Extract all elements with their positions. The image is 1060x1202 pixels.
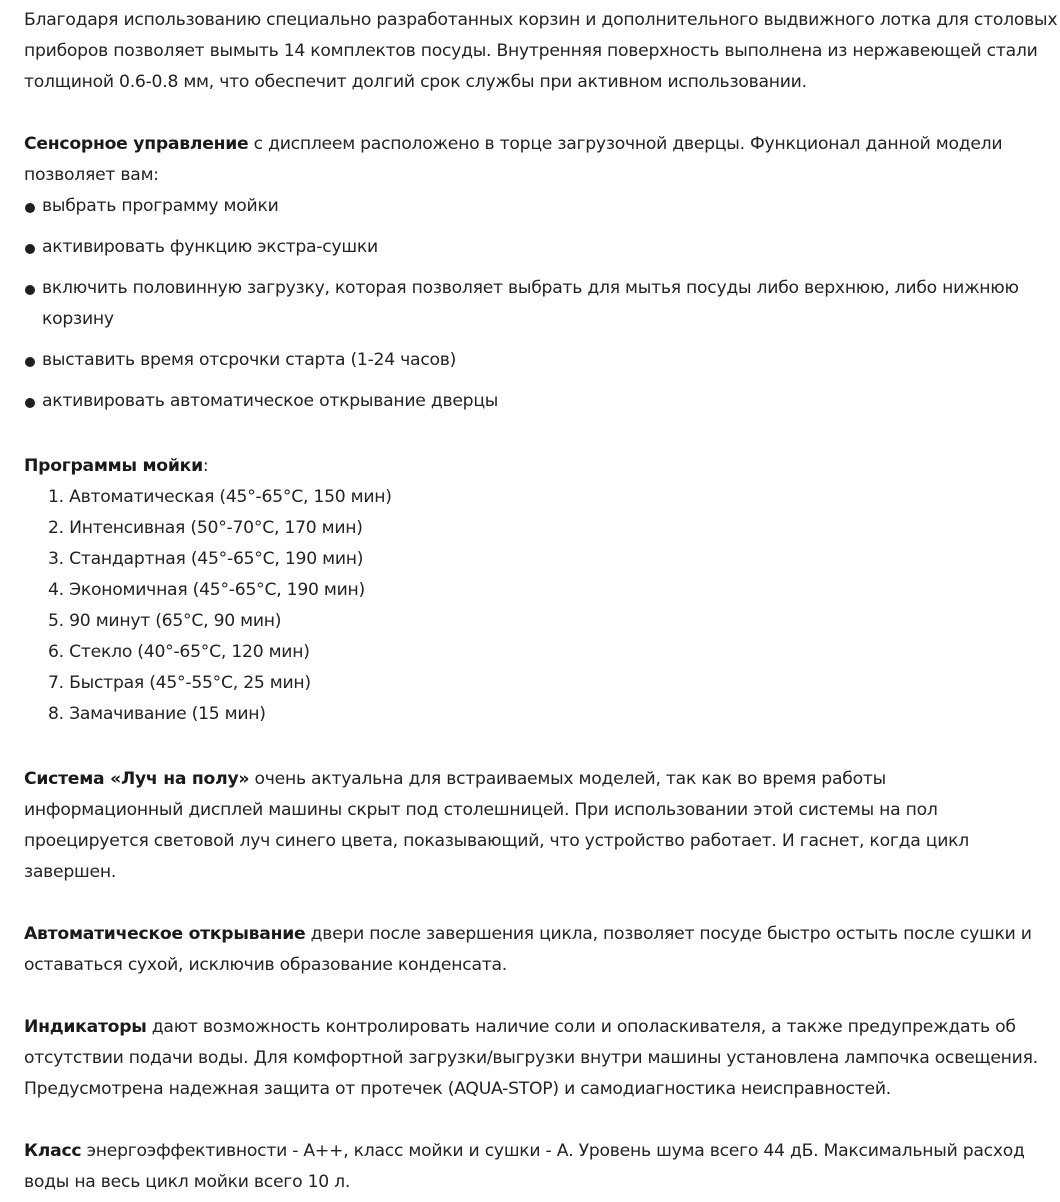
feature-item xyxy=(24,232,1024,263)
class-paragraph xyxy=(24,1136,1044,1198)
feature-item xyxy=(24,273,1024,335)
bullet-icon xyxy=(25,203,35,213)
program-number: 2. xyxy=(48,518,64,538)
program-text: Быстрая (45°-55°С, 25 мин) xyxy=(69,673,311,693)
bullet-icon xyxy=(25,357,35,367)
program-text: Стекло (40°-65°С, 120 мин) xyxy=(69,642,310,662)
indicators-title: Индикаторы xyxy=(24,1017,147,1037)
program-number: 1. xyxy=(48,487,64,507)
auto-open-title: Автоматическое открывание xyxy=(24,924,306,944)
program-item xyxy=(48,637,392,668)
sensor-control-text: с дисплеем расположено в торце загрузочной дверцы. Функционал данной модели позволяет вам: xyxy=(24,134,1003,185)
indicators-text: дают возможность контролировать наличие соли и ополаскивателя, а также предупреждать об отсутствии подачи воды. Для комфортной загрузки/выгрузки внутри машины установлена лампочка освещения. Предусмотрена надежная защита от протечек (AQUA-STOP) и самодиагностика неисправностей. xyxy=(24,1017,1038,1099)
auto-open-paragraph xyxy=(24,919,1044,981)
program-item xyxy=(48,513,392,544)
program-item xyxy=(48,606,392,637)
sensor-control-title: Сенсорное управление xyxy=(24,134,249,154)
floor-beam-text: очень актуальна для встраиваемых моделей, так как во время работы информационный дисплей машины скрыт под столешницей. При использовании этой системы на пол проецируется световой луч синего цвета, показывающий, что устройство работает. И гаснет, когда цикл завершен. xyxy=(24,769,969,882)
auto-open-text: двери после завершения цикла, позволяет посуде быстро остыть после сушки и оставаться сухой, исключив образование конденсата. xyxy=(24,924,1032,975)
program-text: Замачивание (15 мин) xyxy=(69,704,266,724)
floor-beam-paragraph xyxy=(24,764,1044,888)
program-text: Автоматическая (45°-65°С, 150 мин) xyxy=(69,487,392,507)
program-text: 90 минут (65°С, 90 мин) xyxy=(69,611,282,631)
feature-text: включить половинную загрузку, которая позволяет выбрать для мытья посуды либо верхнюю, либо нижнюю корзину xyxy=(42,278,1019,329)
feature-item xyxy=(24,386,1024,417)
feature-text: выбрать программу мойки xyxy=(42,196,279,216)
program-number: 8. xyxy=(48,704,64,724)
program-text: Стандартная (45°-65°С, 190 мин) xyxy=(69,549,364,569)
intro-paragraph: Благодаря использованию специально разработанных корзин и дополнительного выдвижного лотка для столовых приборов позволяет вымыть 14 комплектов посуды. Внутренняя поверхность выполнена из нержавеющей стали толщиной 0.6-0.8 мм, что обеспечит долгий срок службы при активном использовании. xyxy=(24,10,1058,92)
bullet-icon xyxy=(25,285,35,295)
program-text: Экономичная (45°-65°С, 190 мин) xyxy=(69,580,366,600)
feature-text: активировать автоматическое открывание дверцы xyxy=(42,391,499,411)
class-text: энергоэффективности - А++, класс мойки и сушки - А. Уровень шума всего 44 дБ. Максимальный расход воды на весь цикл мойки всего 10 л. xyxy=(24,1141,1025,1192)
program-number: 5. xyxy=(48,611,64,631)
program-item xyxy=(48,575,392,606)
program-number: 4. xyxy=(48,580,64,600)
indicators-paragraph xyxy=(24,1012,1060,1105)
sensor-control-paragraph xyxy=(24,129,1044,191)
program-item xyxy=(48,544,392,575)
program-number: 6. xyxy=(48,642,64,662)
program-item xyxy=(48,699,392,730)
bullet-icon xyxy=(25,398,35,408)
feature-item xyxy=(24,345,1024,376)
programs-heading xyxy=(24,451,208,482)
feature-item xyxy=(24,191,1024,222)
programs-list xyxy=(48,482,392,730)
bullet-icon xyxy=(25,244,35,254)
class-title: Класс xyxy=(24,1141,82,1161)
program-text: Интенсивная (50°-70°С, 170 мин) xyxy=(69,518,363,538)
program-number: 7. xyxy=(48,673,64,693)
floor-beam-title: Система «Луч на полу» xyxy=(24,769,250,789)
program-number: 3. xyxy=(48,549,64,569)
programs-colon: : xyxy=(202,456,209,476)
feature-text: выставить время отсрочки старта (1-24 часов) xyxy=(42,350,457,370)
feature-list xyxy=(24,191,1024,427)
program-item xyxy=(48,668,392,699)
program-item xyxy=(48,482,392,513)
feature-text: активировать функцию экстра-сушки xyxy=(42,237,378,257)
programs-title: Программы мойки xyxy=(24,456,203,476)
